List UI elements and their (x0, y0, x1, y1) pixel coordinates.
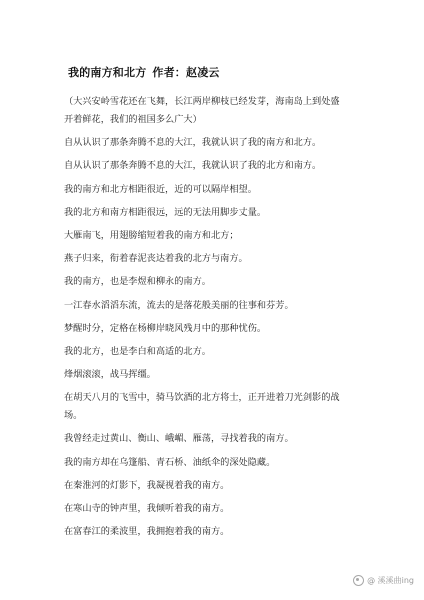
poem-line-1: （大兴安岭雪花还在飞舞，长江两岸柳枝已经发芽，海南岛上到处盛 (64, 96, 340, 107)
poem-line-20: 在富春江的柔波里，我拥抱着我的南方。 (64, 526, 230, 538)
poem-line-4: 自从认识了那条奔腾不息的大江，我就认识了我的北方和南方。 (64, 160, 322, 172)
poem-line-15: 场。 (64, 410, 83, 422)
poem-line-11: 梦醒时分，定格在杨柳岸晓风残月中的那种忧伤。 (64, 322, 267, 334)
poem-line-5: 我的南方和北方相距很近，近的可以隔岸相望。 (64, 183, 257, 195)
poem-line-19: 在寒山寺的钟声里，我倾听着我的南方。 (64, 503, 230, 514)
poem-line-9: 我的南方，也是李煜和柳永的南方。 (64, 276, 211, 288)
poem-line-18: 在秦淮河的灯影下，我凝视着我的南方。 (64, 479, 230, 491)
poem-line-2: 开着鲜花，我们的祖国多么广大） (64, 114, 202, 125)
poem-heading (68, 64, 220, 80)
poem-author: 作者：赵凌云 (152, 66, 220, 79)
poem-line-10: 一江春水滔滔东流，流去的是落花般美丽的往事和芬芳。 (64, 299, 294, 311)
poem-line-13: 烽烟滚滚，战马挥缰。 (64, 369, 156, 381)
poem-body (64, 96, 364, 538)
watermark-text: @ 溪溪曲ing (367, 576, 414, 585)
poem-line-6: 我的北方和南方相距很远，远的无法用脚步丈量。 (64, 206, 267, 218)
poem-line-16: 我曾经走过黄山、衡山、峨嵋、雁荡，寻找着我的南方。 (64, 433, 294, 445)
poem-title: 我的南方和北方 (68, 66, 147, 79)
source-watermark (353, 575, 414, 586)
source-logo-icon (353, 575, 364, 586)
poem-line-8: 燕子归来，衔着春泥丧达着我的北方与南方。 (64, 253, 248, 265)
poem-line-7: 大雁南飞，用翅膀缩短着我的南方和北方； (64, 229, 239, 241)
poem-line-3: 自从认识了那条奔腾不息的大江，我就认识了我的南方和北方。 (64, 137, 322, 149)
poem-line-14: 在胡天八月的飞雪中，骑马饮酒的北方将士，正开进着刀光剑影的战 (64, 392, 340, 404)
poem-line-12: 我的北方，也是李白和高适的北方。 (64, 345, 211, 357)
poem-line-17: 我的南方却在乌篷船、青石桥、油纸伞的深处隐藏。 (64, 456, 276, 468)
